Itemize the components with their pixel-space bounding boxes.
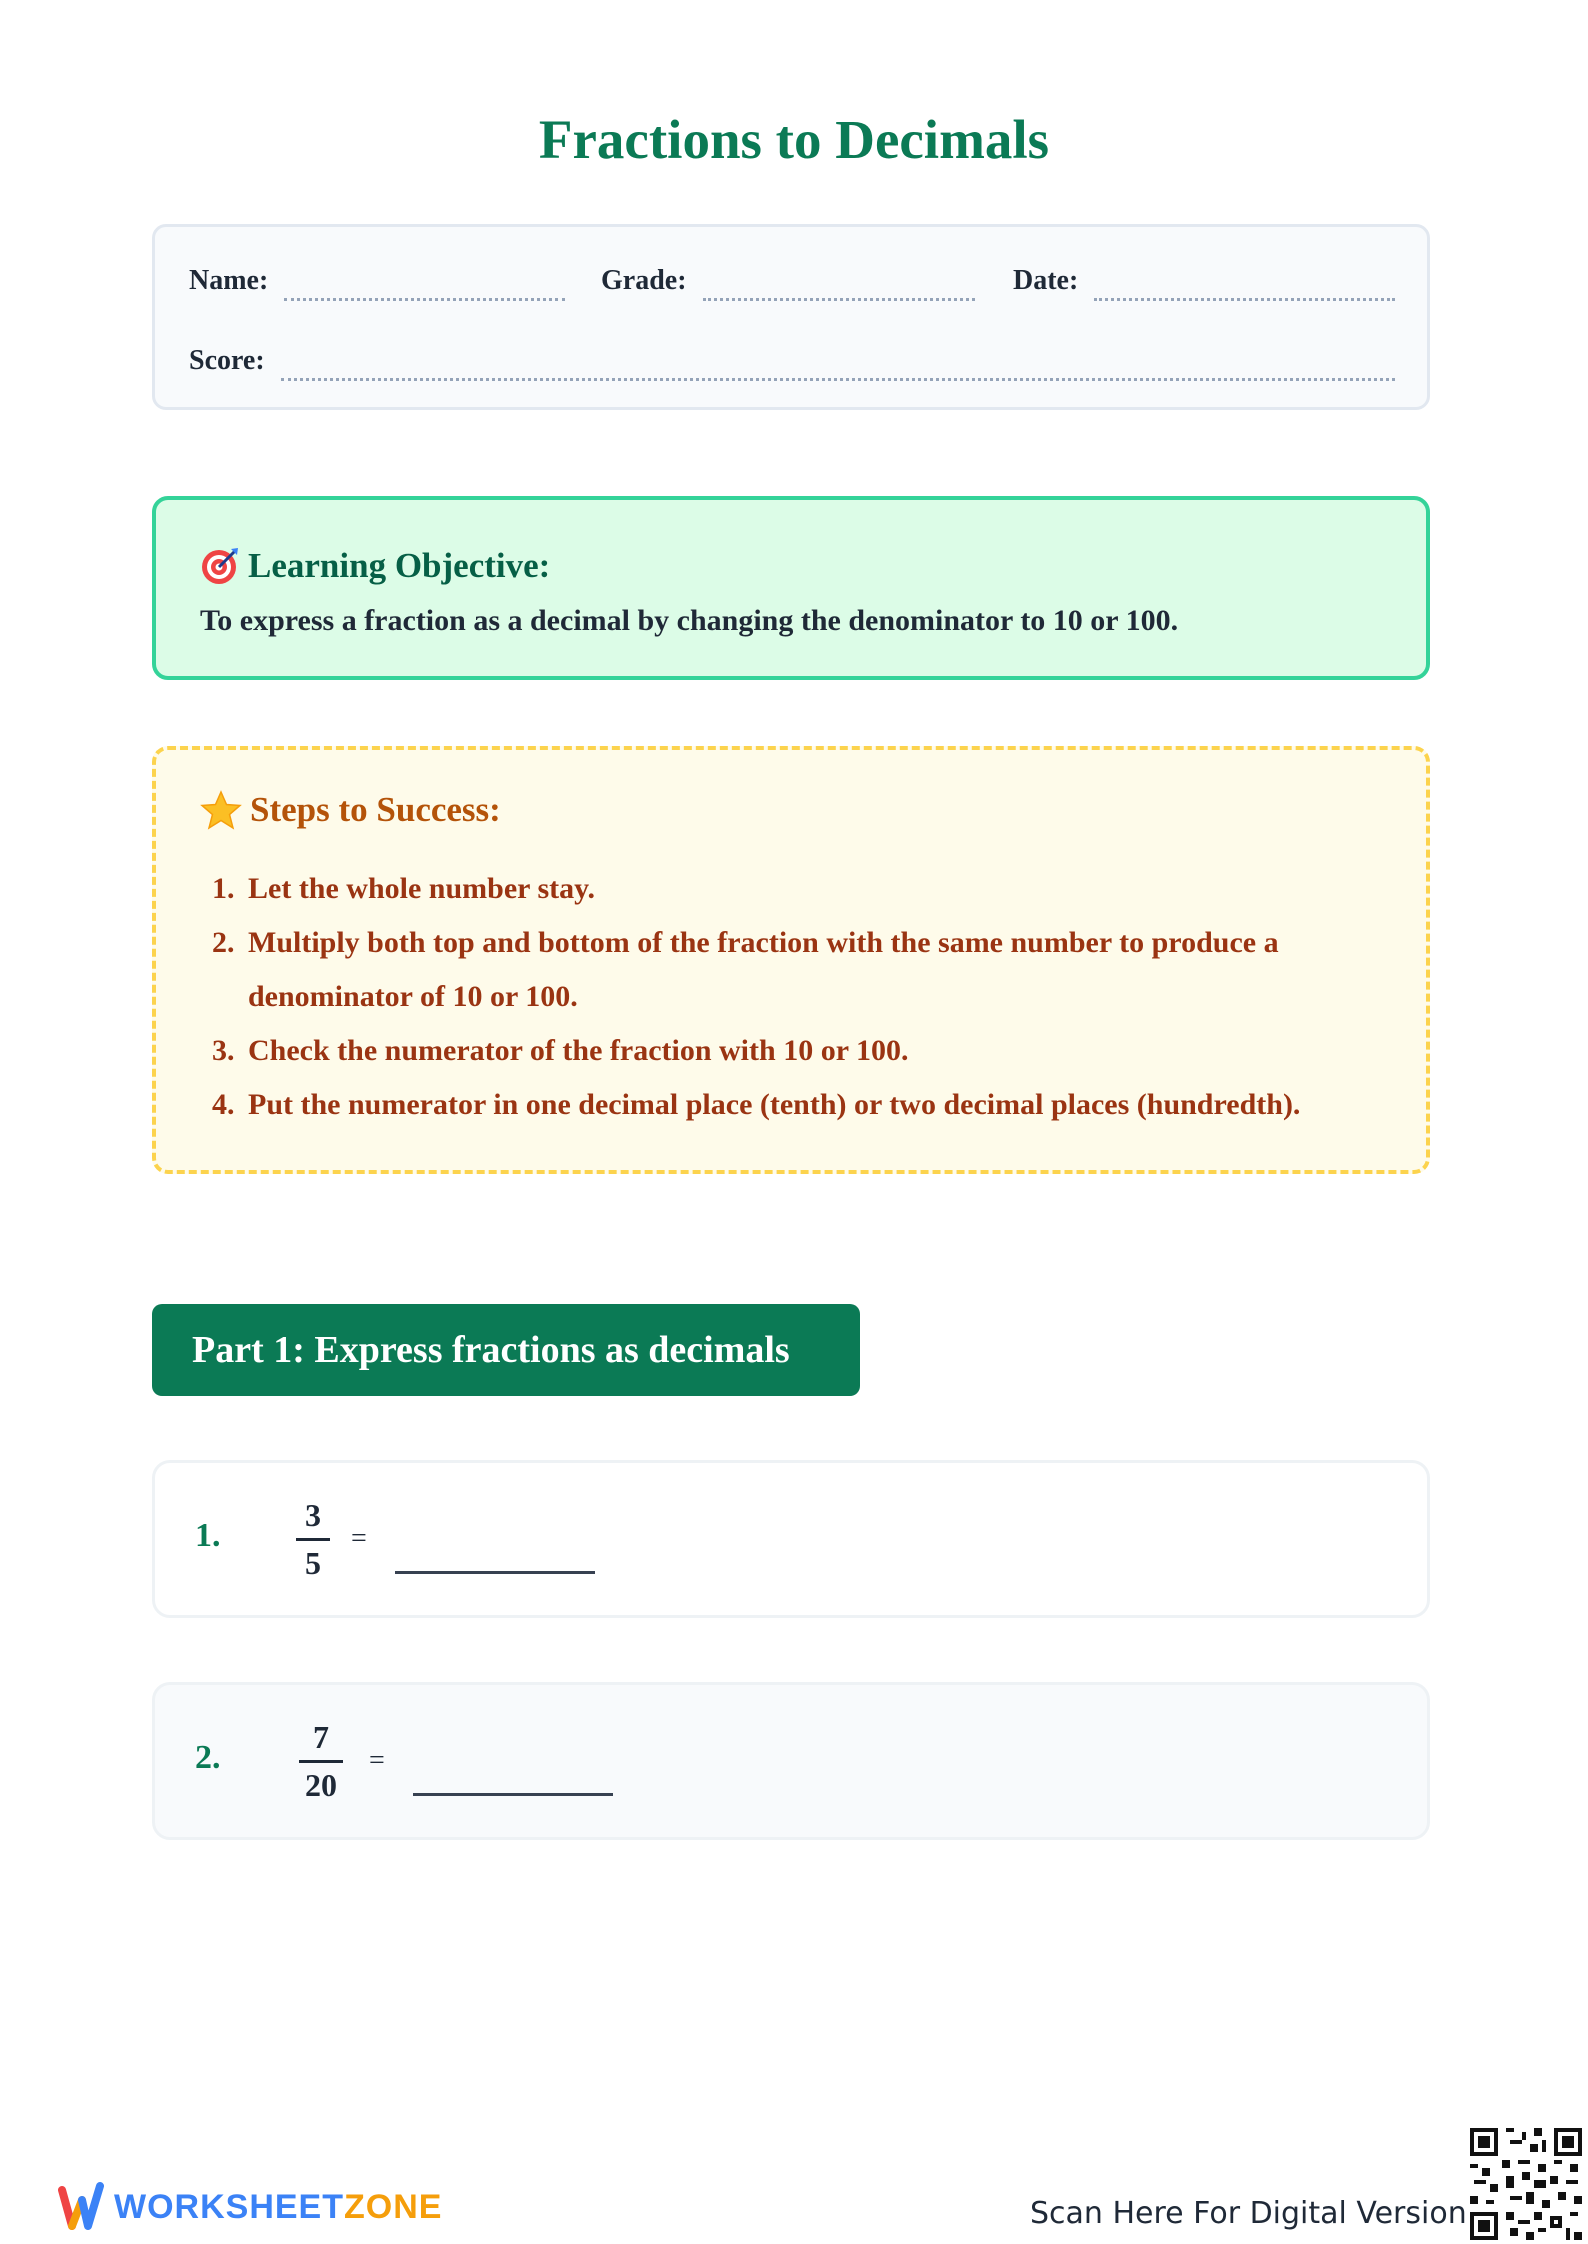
- target-icon: [200, 546, 240, 586]
- brand-name: [114, 2188, 442, 2227]
- step-item: [212, 862, 1382, 916]
- grade-field[interactable]: [601, 265, 1013, 297]
- name-field[interactable]: [189, 265, 601, 297]
- step-number: 2.: [212, 926, 235, 959]
- equals-sign: =: [351, 1523, 367, 1554]
- answer-line[interactable]: [395, 1571, 595, 1574]
- learning-objective-box: [152, 496, 1430, 680]
- name-line[interactable]: [284, 297, 565, 301]
- question-number: 2.: [195, 1739, 221, 1776]
- date-label: Date:: [1013, 265, 1079, 296]
- step-item: [212, 1024, 1382, 1078]
- info-row-2: [189, 345, 1395, 377]
- steps-header: [200, 790, 501, 830]
- numerator: 7: [313, 1719, 329, 1755]
- fraction: [293, 1497, 333, 1582]
- steps-list: [212, 862, 1382, 1132]
- step-number: 4.: [212, 1088, 235, 1121]
- date-line[interactable]: [1094, 297, 1395, 301]
- part-1-heading: Part 1: Express fractions as decimals: [152, 1304, 860, 1396]
- objective-title: Learning Objective:: [248, 546, 551, 585]
- objective-text: To express a fraction as a decimal by changing the denominator to 10 or 100.: [200, 604, 1179, 637]
- score-field[interactable]: [189, 345, 1395, 377]
- name-label: Name:: [189, 265, 269, 296]
- step-text: Multiply both top and bottom of the fraction with the same number to produce a denominator of 10 or 100.: [248, 926, 1279, 1013]
- star-icon: [200, 790, 242, 830]
- steps-title: Steps to Success:: [250, 790, 501, 829]
- question-1: [152, 1460, 1430, 1618]
- fraction-bar: [299, 1760, 343, 1763]
- question-number: 1.: [195, 1517, 221, 1554]
- question-2: [152, 1682, 1430, 1840]
- fraction-bar: [296, 1538, 330, 1541]
- info-row-1: [189, 265, 1395, 297]
- step-text: Check the numerator of the fraction with 10 or 100.: [248, 1034, 909, 1067]
- brand-part-2: ZONE: [344, 2187, 443, 2226]
- step-text: Put the numerator in one decimal place (tenth) or two decimal places (hundredth).: [248, 1088, 1301, 1121]
- score-label: Score:: [189, 345, 265, 376]
- grade-label: Grade:: [601, 265, 687, 296]
- step-text: Let the whole number stay.: [248, 872, 595, 905]
- step-item: [212, 1078, 1382, 1132]
- steps-to-success-box: [152, 746, 1430, 1174]
- step-number: 1.: [212, 872, 235, 905]
- numerator: 3: [305, 1497, 321, 1533]
- denominator: 20: [305, 1767, 337, 1803]
- objective-header: [200, 546, 550, 586]
- date-field[interactable]: [1013, 265, 1395, 297]
- grade-line[interactable]: [703, 297, 975, 301]
- page-title: Fractions to Decimals: [538, 109, 1050, 170]
- worksheetzone-logo-icon: [58, 2180, 104, 2234]
- step-item: [212, 916, 1382, 1024]
- fraction: [295, 1719, 347, 1804]
- score-line[interactable]: [281, 377, 1395, 381]
- equals-sign: =: [369, 1745, 385, 1776]
- student-info-box: [152, 224, 1430, 410]
- brand-part-1: WORKSHEET: [114, 2187, 344, 2226]
- step-number: 3.: [212, 1034, 235, 1067]
- qr-code-icon[interactable]: [1470, 2128, 1582, 2240]
- scan-caption: Scan Here For Digital Version: [1030, 2196, 1467, 2231]
- denominator: 5: [305, 1545, 321, 1581]
- answer-line[interactable]: [413, 1793, 613, 1796]
- brand-logo[interactable]: [58, 2180, 442, 2234]
